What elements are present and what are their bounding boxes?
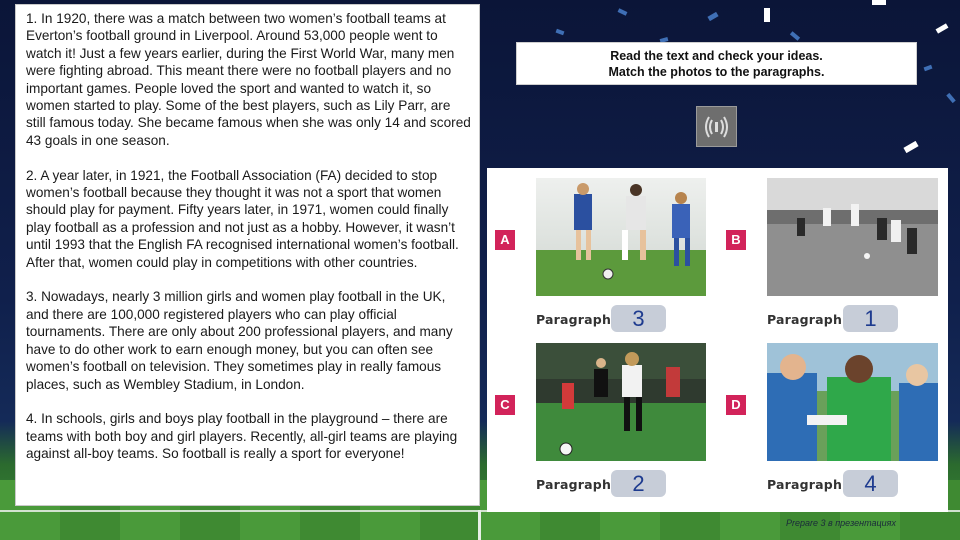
photo-d-school-teams[interactable] — [767, 343, 938, 461]
photo-b-historic-match[interactable] — [767, 178, 938, 296]
confetti-decoration — [924, 65, 933, 71]
paragraph-4: 4. In schools, girls and boys play football in the playground – there are teams with both boy and girl players. Recently, all-girl teams are playing against all-boy teams. So football is really a sport for everyone! — [26, 411, 458, 462]
paragraph-3: 3. Nowadays, nearly 3 million girls and women play football in the UK, and there are 100,000 registered players who can play official tournaments. There are only about 200 professional players, and many have to do other work to earn enough money, but you can often see women’s football on television. They sometimes play in really famous places, such as Wembley Stadium, in London. — [26, 289, 453, 392]
confetti-decoration — [946, 93, 955, 103]
confetti-decoration — [618, 8, 628, 15]
photo-letter-a: A — [495, 230, 515, 250]
confetti-decoration — [556, 29, 565, 35]
pitch-center-line — [478, 510, 481, 540]
paragraph-label-c: Paragraph — [536, 477, 612, 492]
confetti-decoration — [707, 12, 718, 21]
photo-c-1990s-match[interactable] — [536, 343, 706, 461]
paragraph-label-d: Paragraph — [767, 477, 843, 492]
photo-matching-panel — [487, 168, 948, 512]
instructions-box — [516, 42, 917, 85]
confetti-decoration — [872, 0, 886, 5]
paragraph-1: 1. In 1920, there was a match between two women’s football teams at Everton’s football ground in Liverpool. Around 53,000 people went to watch it! Just a few years earlier, during the First World War, many men were fighting abroad. This meant there were no football players and no important games. People loved the sport and wanted to watch it, so women started to play. Some of the best players, such as Lily Parr, are still famous today. She became famous when she was only 14 and scored 43 goals in one season. — [26, 11, 471, 148]
speaker-wave-icon — [702, 112, 732, 142]
reading-text-panel — [15, 4, 480, 506]
confetti-decoration — [903, 141, 918, 153]
paragraph-number-a[interactable]: 3 — [611, 305, 666, 332]
audio-play-button[interactable] — [696, 106, 737, 147]
photo-letter-d: D — [726, 395, 746, 415]
instructions-line-2: Match the photos to the paragraphs. — [608, 65, 825, 79]
instructions-line-1: Read the text and check your ideas. — [610, 49, 823, 63]
paragraph-label-a: Paragraph — [536, 312, 612, 327]
paragraph-label-b: Paragraph — [767, 312, 843, 327]
paragraph-2: 2. A year later, in 1921, the Football Association (FA) decided to stop women’s football because they thought it was not a sport that women should play for payment. Fifty years later, in 1971, women could finally play football as a profession and not just as a hobby. However, it wasn’t until 1993 that the English FA recognised international women’s football. After that, women could play in competitions with other countries. — [26, 167, 459, 270]
confetti-decoration — [790, 31, 800, 40]
photo-letter-b: B — [726, 230, 746, 250]
paragraph-number-b[interactable]: 1 — [843, 305, 898, 332]
footer-caption: Prepare 3 в презентациях — [786, 518, 896, 528]
paragraph-number-c[interactable]: 2 — [611, 470, 666, 497]
confetti-decoration — [936, 23, 949, 33]
confetti-decoration — [764, 8, 770, 22]
photo-a-modern-match[interactable] — [536, 178, 706, 296]
photo-letter-c: C — [495, 395, 515, 415]
paragraph-number-d[interactable]: 4 — [843, 470, 898, 497]
